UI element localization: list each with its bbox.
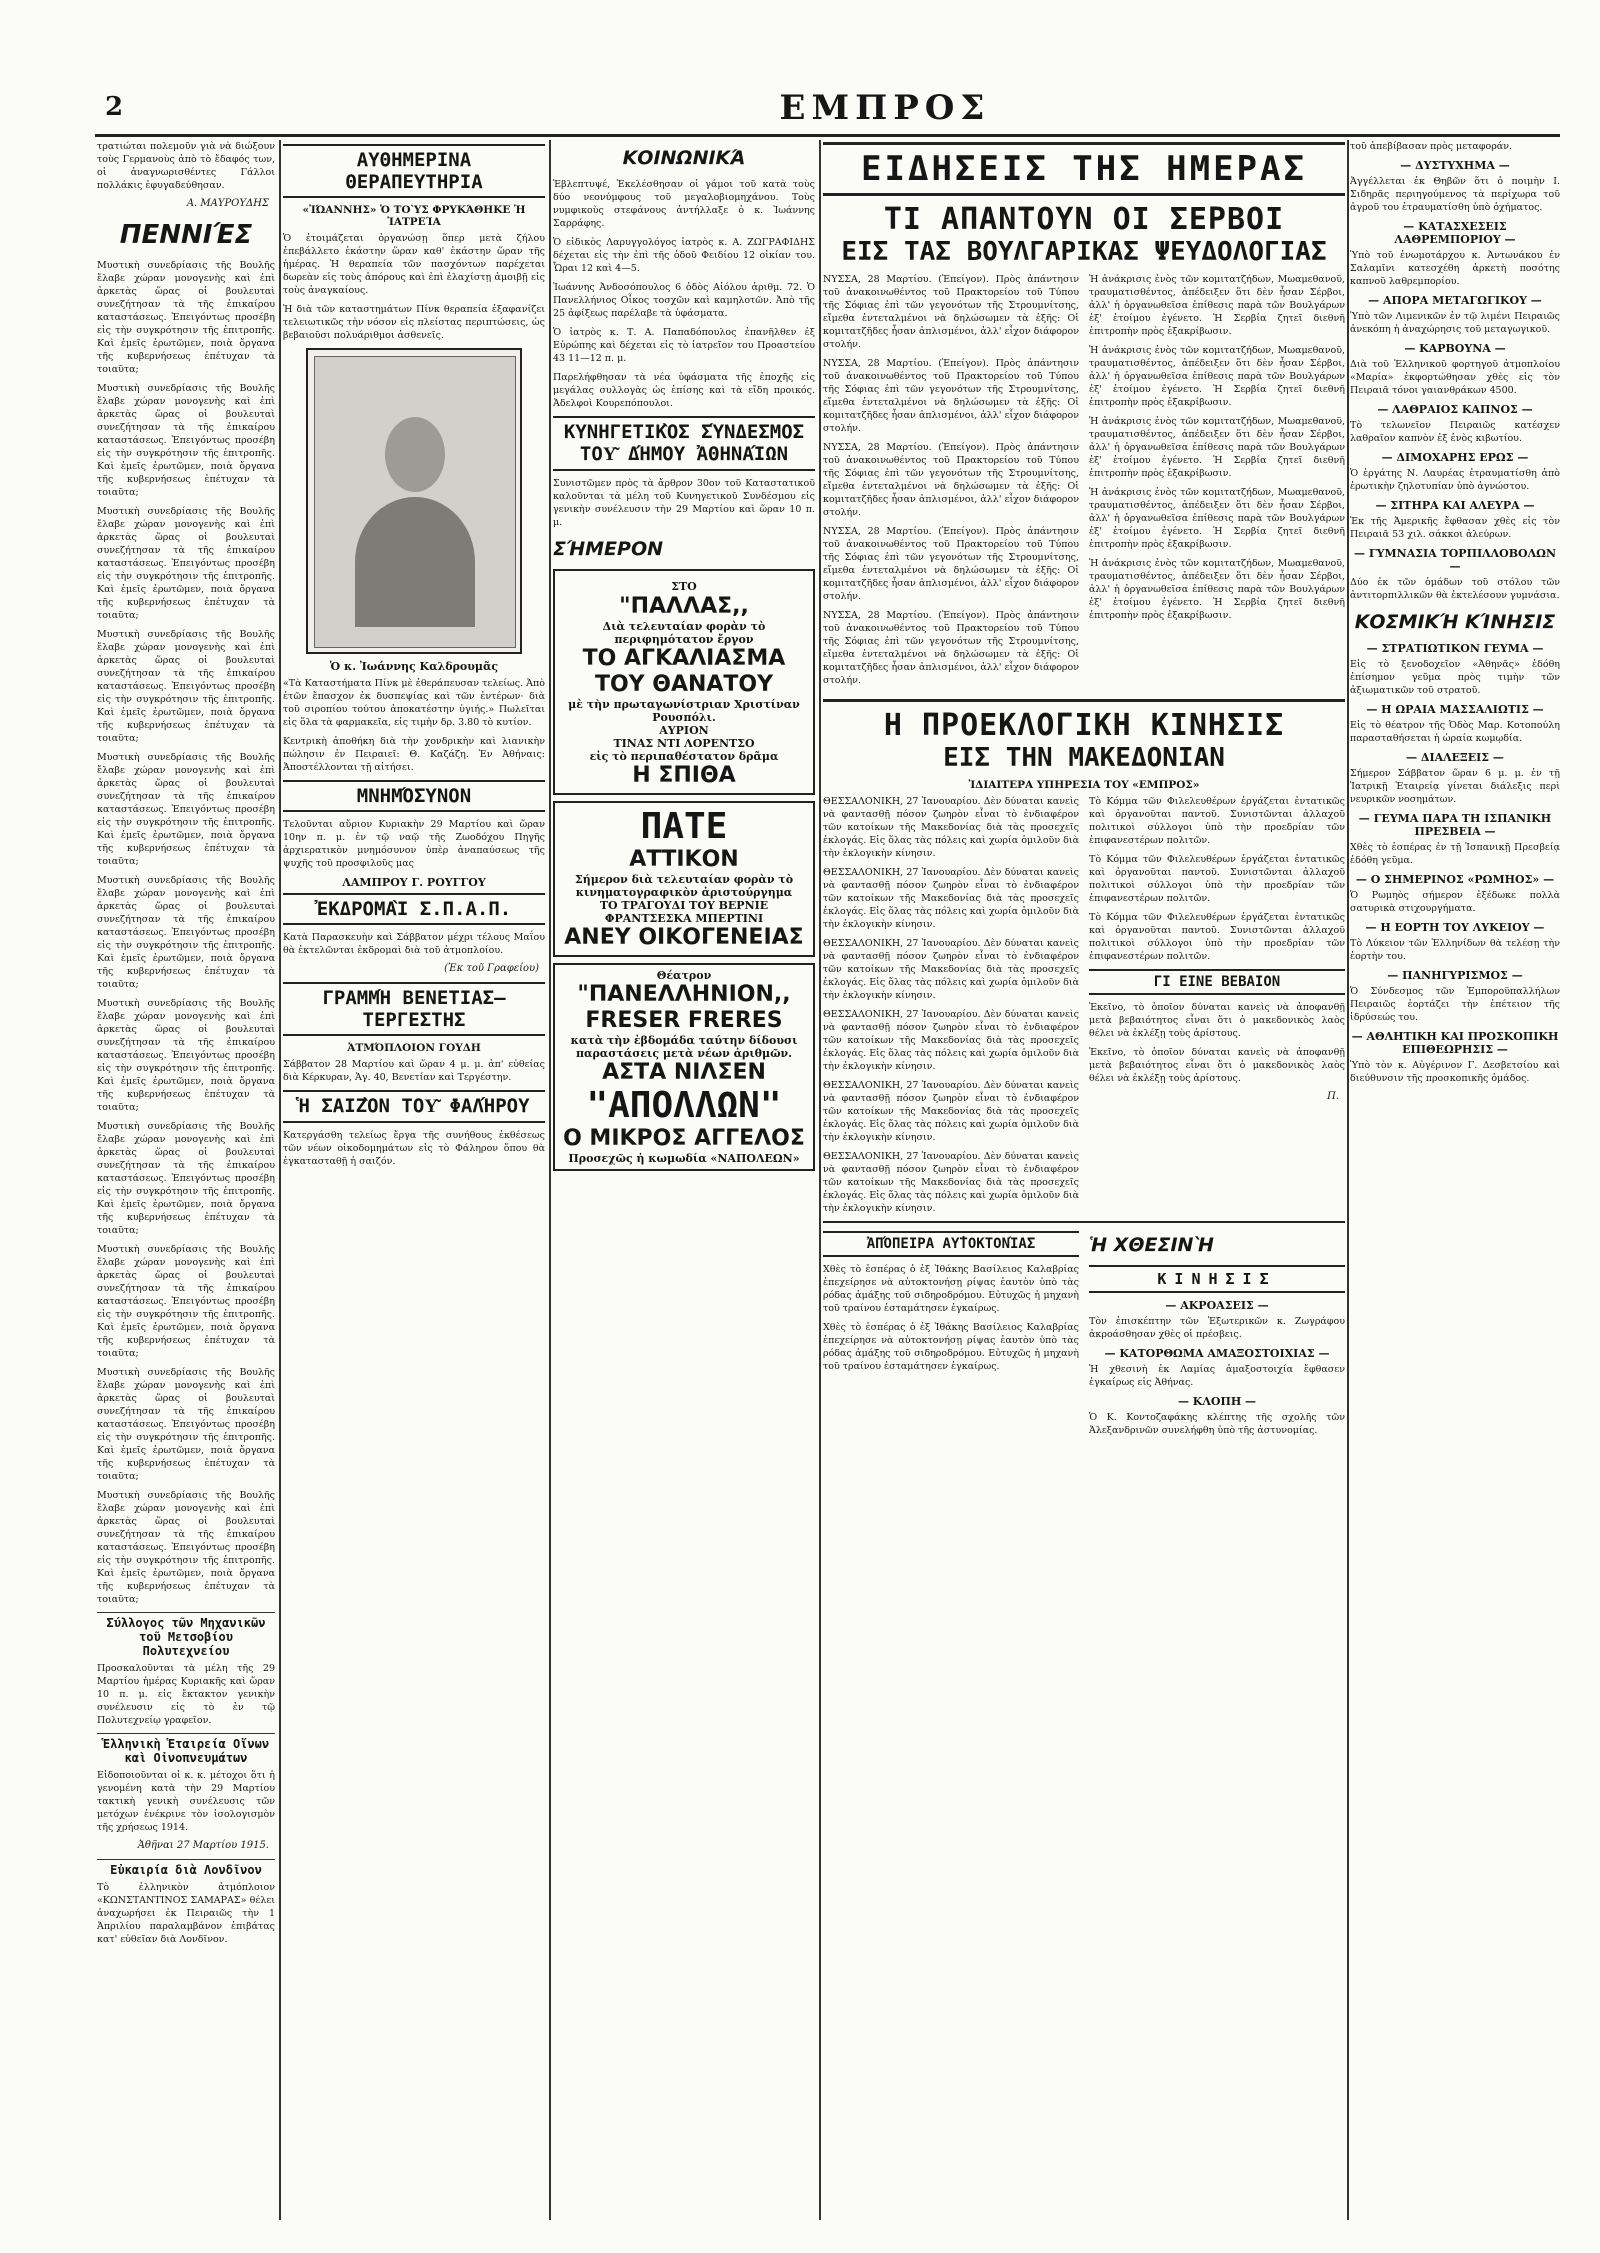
column-3 <box>553 140 815 2220</box>
ad-title: FRESER FRERES <box>585 1008 783 1033</box>
article-text: ΝΥΣΣΑ, 28 Μαρτίου. (Ἐπείγον). Πρὸς ἀπάντησιν τοῦ ἀνακοινωθέντος τοῦ Πρακτορείου τοῦ Τύπου τῆς Σόφιας ἐπὶ τῶν γεγονότων τῆς Στρουμνίτσης, εἴμεθα ἐντεταλμένοι νὰ δηλώσωμεν τὰ ἑξῆς: Οἱ κομιτατζῆδες ἦσαν ἀπλισμένοι, ἀλλ' εἶχον διάφορον στολήν. <box>823 526 1079 602</box>
section-heading: ΠΕΝΝΙΈΣ <box>119 220 253 250</box>
news-text: Ἡ χθεσινὴ ἐκ Λαμίας ἁμαξοστοιχία ἔφθασεν ἐγκαίρως εἰς Ἀθήνας. <box>1089 1364 1345 1388</box>
article-text: τρατιώται πολεμοῦν γιὰ νὰ διώξουν τοὺς Γερμανοὺς ἀπὸ τὸ ἔδαφός των, οἱ ἀναγνωρισθέντες Γάλλοι πολλάκις ἐφυγαδεύθησαν. <box>97 141 275 191</box>
ad-text: ΑΥΡΙΟΝ <box>659 724 709 737</box>
article-text: Ἡ ἀνάκρισις ἐνὸς τῶν κομιτατζήδων, Μωαμεθανοῦ, τραυματισθέντος, ἀπέδειξεν ὅτι δὲν ἦσαν Σέρβοι, ἀλλ' ἡ ὀργανωθεῖσα ἐπίθεσις παρὰ τῶν Βουλγάρων ἐξ' ἑτοίμου ἐγένετο. Ἡ Σερβία ζητεῖ διεθνῆ ἐπιτροπὴν πρὸς ἐξακρίβωσιν. <box>1089 487 1345 550</box>
notice-heading: Σύλλογος τῶν Μηχανικῶν τοῦ Μετσοβίου Πολυτεχνείου <box>97 1612 275 1658</box>
news-subheading: — ΔΙΑΛΕΞΕΙΣ — <box>1406 751 1504 764</box>
article-text: Ἡ ἀνάκρισις ἐνὸς τῶν κομιτατζήδων, Μωαμεθανοῦ, τραυματισθέντος, ἀπέδειξεν ὅτι δὲν ἦσαν Σέρβοι, ἀλλ' ἡ ὀργανωθεῖσα ἐπίθεσις παρὰ τῶν Βουλγάρων ἐξ' ἑτοίμου ἐγένετο. Ἡ Σερβία ζητεῖ διεθνῆ ἐπιτροπὴν πρὸς ἐξακρίβωσιν. <box>1089 345 1345 408</box>
news-subheading: — ΚΛΟΠΗ — <box>1177 1395 1257 1408</box>
news-subheading: — Η ΕΟΡΤΗ ΤΟΥ ΛΥΚΕΙΟΥ — <box>1365 921 1545 934</box>
section-heading: ΜΝΗΜΌΣΥΝΟΝ <box>283 780 545 812</box>
ad-text: Προσεχῶς ἡ κωμωδία «ΝΑΠΟΛΕΩΝ» <box>568 1152 800 1165</box>
article-text: Μυστικὴ συνεδρίασις τῆς Βουλῆς ἔλαβε χώραν μονογενὴς καὶ ἐπὶ ἀρκετὰς ὥρας οἱ βουλευταὶ συνεζήτησαν τὰ τῆς ἐπικαίρου καταστάσεως. Ἐπειγόντως προσέβη εἰς τὴν συγκρότησιν τῆς ἐπιτροπῆς. Καὶ ἐμεῖς ἐρωτῶμεν, ποιὰ ὄργανα τῆς κυβερνήσεως ἐπέτυχαν τὰ τοιαῦτα; <box>97 1367 275 1482</box>
article-text: ΘΕΣΣΑΛΟΝΙΚΗ, 27 Ἰανουαρίου. Δὲν δύναται κανεὶς νὰ φαντασθῇ πόσον ζωηρὸν εἶναι τὸ ἐνδιαφέρον τῶν κατοίκων τῆς Μακεδονίας διὰ τὰς προσεχεῖς ἐκλογάς. Εἰς ὅλας τὰς πόλεις καὶ χωρία ὁμιλοῦν διὰ τὴν ἐκλογικὴν κίνησιν. <box>823 1151 1079 1214</box>
news-text: Τὸν ἐπισκέπτην τῶν Ἐξωτερικῶν κ. Ζωγράφου ἀκροάσθησαν χθὲς οἱ πρέσβεις. <box>1089 1316 1345 1340</box>
column-divider <box>279 140 281 2220</box>
article-text: Ἰωάννης Ἀνδοσόπουλος 6 ὁδὸς Αἰόλου ἀριθμ. 72. Ὁ Πανελλήνιος Οἶκος τοσχῶν καὶ καμηλοτῶν. Ἀπὸ τῆς 25 ἀφίξεως παρέλαβε τὰ ὑφάσματα. <box>553 282 815 319</box>
notice-text: Κατεργάσθη τελείως ἔργα τῆς συνήθους ἐκθέσεως τῶν νέων οἰκοδομημάτων εἰς τὸ Φάληρον ὅπου θὰ ἐγκατασταθῇ ἡ σαιζόν. <box>283 1130 545 1167</box>
portrait-image <box>306 348 522 654</box>
news-subheading: — ΚΑΡΒΟΥΝΑ — <box>1404 342 1506 355</box>
headline: ΤΙ ΑΠΑΝΤΟΥΝ ΟΙ ΣΕΡΒΟΙ <box>883 202 1285 237</box>
news-text: Ὁ Σύνδεσμος τῶν Ἐμποροϋπαλλήλων Πειραιῶς ἑορτάζει τὴν ἐπέτειον τῆς ἱδρύσεώς του. <box>1350 986 1560 1023</box>
notice-text: Τὸ ἑλληνικὸν ἀτμόπλοιον «ΚΩΝΣΤΑΝΤΙΝΟΣ ΣΑΜΑΡΑΣ» θέλει ἀναχωρήσει ἐκ Πειραιῶς τὴν 1 Ἀπριλίου παραλαμβάνον ἐπιβάτας κατ' εὐθεῖαν διὰ Λονδῖνον. <box>97 1882 275 1945</box>
article-text: Μυστικὴ συνεδρίασις τῆς Βουλῆς ἔλαβε χώραν μονογενὴς καὶ ἐπὶ ἀρκετὰς ὥρας οἱ βουλευταὶ συνεζήτησαν τὰ τῆς ἐπικαίρου καταστάσεως. Ἐπειγόντως προσέβη εἰς τὴν συγκρότησιν τῆς ἐπιτροπῆς. Καὶ ἐμεῖς ἐρωτῶμεν, ποιὰ ὄργανα τῆς κυβερνήσεως ἐπέτυχαν τὰ τοιαῦτα; <box>97 383 275 498</box>
news-subheading: — ΓΕΥΜΑ ΠΑΡΑ ΤΗ ΙΣΠΑΝΙΚΗ ΠΡΕΣΒΕΙΑ — <box>1358 812 1552 838</box>
news-banner: ΕΙΔΗΣΕΙΣ ΤΗΣ ΗΜΕΡΑΣ <box>823 142 1345 196</box>
section-heading: ἈΠΌΠΕΙΡΑ ΑΥ̓ΤΟΚΤΟΝΊΑΣ <box>823 1231 1079 1257</box>
article-text: Κεντρικὴ ἀποθήκη διὰ τὴν χονδρικὴν καὶ λιανικὴν πώλησιν ἐν Πειραιεῖ: Θ. Καζάζη. Ἐν Ἀθήναις: Ἀποστέλλονται τῇ αἰτήσει. <box>283 736 545 773</box>
article-column <box>823 1227 1079 1443</box>
article-column <box>823 795 1079 1221</box>
article-text: Ὁ ἐτοιμάζεται ὀργανώσῃ ὅπερ μετὰ ζήλου ἐπεβάλλετο ἑκάστην ὥραν καθ' ἑκάστην ὥραν τῆς ἡμέρας. Ἡ θεραπεία τῶν πασχόντων παρέχεται δωρεὰν εἰς τοὺς ἀπόρους καὶ ἐπὶ ἐλαχίστῃ ἀμοιβῇ εἰς τοὺς ἀναγκαίους. <box>283 233 545 296</box>
headline: Η ΠΡΟΕΚΛΟΓΙΚΗ ΚΙΝΗΣΙΣ <box>823 699 1345 743</box>
cinema-ad-attikon <box>553 801 815 957</box>
notice-heading: Εὐκαιρία διὰ Λονδῖνον <box>97 1859 275 1877</box>
news-subheading: — ΑΚΡΟΑΣΕΙΣ — <box>1165 1299 1269 1312</box>
news-subheading: — ΣΙΤΗΡΑ ΚΑΙ ΑΛΕΥΡΑ — <box>1375 499 1535 512</box>
article-text: Μυστικὴ συνεδρίασις τῆς Βουλῆς ἔλαβε χώραν μονογενὴς καὶ ἐπὶ ἀρκετὰς ὥρας οἱ βουλευταὶ συνεζήτησαν τὰ τῆς ἐπικαίρου καταστάσεως. Ἐπειγόντως προσέβη εἰς τὴν συγκρότησιν τῆς ἐπιτροπῆς. Καὶ ἐμεῖς ἐρωτῶμεν, ποιὰ ὄργανα τῆς κυβερνήσεως ἐπέτυχαν τὰ τοιαῦτα; <box>97 1244 275 1359</box>
article-text: ΘΕΣΣΑΛΟΝΙΚΗ, 27 Ἰανουαρίου. Δὲν δύναται κανεὶς νὰ φαντασθῇ πόσον ζωηρὸν εἶναι τὸ ἐνδιαφέρον τῶν κατοίκων τῆς Μακεδονίας διὰ τὰς προσεχεῖς ἐκλογάς. Εἰς ὅλας τὰς πόλεις καὶ χωρία ὁμιλοῦν διὰ τὴν ἐκλογικὴν κίνησιν. <box>823 867 1079 930</box>
article-text: Ἡ ἀνάκρισις ἐνὸς τῶν κομιτατζήδων, Μωαμεθανοῦ, τραυματισθέντος, ἀπέδειξεν ὅτι δὲν ἦσαν Σέρβοι, ἀλλ' ἡ ὀργανωθεῖσα ἐπίθεσις παρὰ τῶν Βουλγάρων ἐξ' ἑτοίμου ἐγένετο. Ἡ Σερβία ζητεῖ διεθνῆ ἐπιτροπὴν πρὸς ἐξακρίβωσιν. <box>1089 274 1345 337</box>
section-heading: ΑΥΘΗΜΕΡΙΝΑ ΘΕΡΑΠΕΥΤΗΡΙΑ <box>283 144 545 198</box>
theatre-ad <box>553 963 815 1171</box>
notice-text: Εἰδοποιοῦνται οἱ κ. κ. μέτοχοι ὅτι ἡ γενομένη κατὰ τὴν 29 Μαρτίου τακτικὴ γενικὴ συνέλευσις τῶν μετόχων ἐνέκρινε τὸν ἰσολογισμὸν τῆς χρήσεως 1914. <box>97 1770 275 1833</box>
ad-text: ΤΙΝΑΣ ΝΤΙ ΛΟΡΕΝΤΣΟ <box>613 737 755 750</box>
article-text: Ἐκεῖνο, τὸ ὁποῖον δύναται κανεὶς νὰ ἀποφανθῇ μετὰ βεβαιότητος εἶναι ὅτι ὁ μακεδονικὸς λαὸς θέλει νὰ ἐκλέξῃ τοὺς ἀρίστους. <box>1089 1047 1345 1084</box>
news-subheading: — ΑΘΛΗΤΙΚΗ ΚΑΙ ΠΡΟΣΚΟΠΙΚΗ ΕΠΙΘΕΩΡΗΣΙΣ — <box>1351 1030 1559 1056</box>
news-text: Εἰς τὸ θέατρον τῆς Ὀδὸς Μαρ. Κοτοπούλη παρασταθήσεται ἡ ὡραία κωμῳδία. <box>1350 720 1560 744</box>
column-5 <box>1350 140 1560 2220</box>
article-text: «Τὰ Καταστήματα Πίνκ μὲ ἐθεράπευσαν τελείως. Ἀπὸ ἐτῶν ἔπασχον ἐκ δυσπεψίας καὶ τῶν ἐντέρων· διὰ τοῦ σιροπίου τούτου ἀποκατέστην ὑγιής.» Πωλεῖται εἰς ὅλα τὰ φαρμακεῖα, εἰς τιμὴν δρ. 3.80 τὸ κυτίον. <box>283 678 545 728</box>
ad-prefix: ΣΤΟ <box>671 580 697 593</box>
ad-venue: "ΠΑΝΕΛΛΗΝΙΟΝ,, <box>577 982 791 1007</box>
article-text: ΝΥΣΣΑ, 28 Μαρτίου. (Ἐπείγον). Πρὸς ἀπάντησιν τοῦ ἀνακοινωθέντος τοῦ Πρακτορείου τοῦ Τύπου τῆς Σόφιας ἐπὶ τῶν γεγονότων τῆς Στρουμνίτσης, εἴμεθα ἐντεταλμένοι νὰ δηλώσωμεν τὰ ἑξῆς: Οἱ κομιτατζῆδες ἦσαν ἀπλισμένοι, ἀλλ' εἶχον διάφορον στολήν. <box>823 274 1079 350</box>
news-subheading: — ΣΤΡΑΤΙΩΤΙΚΟΝ ΓΕΥΜΑ — <box>1366 642 1544 655</box>
ad-text: κατὰ τὴν ἐβδομάδα ταύτην δίδουσι παραστάσεις μετὰ νέων ἀριθμῶν. <box>570 1034 798 1060</box>
notice-text: Σάββατον 28 Μαρτίου καὶ ὥραν 4 μ. μ. ἀπ' εὐθείας διὰ Κέρκυραν, Ἁγ. 40, Βενετίαν καὶ Τεργέστην. <box>283 1059 545 1083</box>
article-text: ΝΥΣΣΑ, 28 Μαρτίου. (Ἐπείγον). Πρὸς ἀπάντησιν τοῦ ἀνακοινωθέντος τοῦ Πρακτορείου τοῦ Τύπου τῆς Σόφιας ἐπὶ τῶν γεγονότων τῆς Στρουμνίτσης, εἴμεθα ἐντεταλμένοι νὰ δηλώσωμεν τὰ ἑξῆς: Οἱ κομιτατζῆδες ἦσαν ἀπλισμένοι, ἀλλ' εἶχον διάφορον στολήν. <box>823 358 1079 434</box>
news-text: Τὸ τελωνεῖον Πειραιῶς κατέσχεν λαθραῖον καπνὸν ἐξ ἑνὸς κιβωτίου. <box>1350 420 1560 444</box>
article-text: ΘΕΣΣΑΛΟΝΙΚΗ, 27 Ἰανουαρίου. Δὲν δύναται κανεὶς νὰ φαντασθῇ πόσον ζωηρὸν εἶναι τὸ ἐνδιαφέρον τῶν κατοίκων τῆς Μακεδονίας διὰ τὰς προσεχεῖς ἐκλογάς. Εἰς ὅλας τὰς πόλεις καὶ χωρία ὁμιλοῦν διὰ τὴν ἐκλογικὴν κίνησιν. <box>823 938 1079 1001</box>
article-text: Μυστικὴ συνεδρίασις τῆς Βουλῆς ἔλαβε χώραν μονογενὴς καὶ ἐπὶ ἀρκετὰς ὥρας οἱ βουλευταὶ συνεζήτησαν τὰ τῆς ἐπικαίρου καταστάσεως. Ἐπειγόντως προσέβη εἰς τὴν συγκρότησιν τῆς ἐπιτροπῆς. Καὶ ἐμεῖς ἐρωτῶμεν, ποιὰ ὄργανα τῆς κυβερνήσεως ἐπέτυχαν τὰ τοιαῦτα; <box>97 875 275 990</box>
section-heading: Ἡ ΣΑΙΖῸΝ ΤΟΥ͂ ΦΑΛΉΡΟΥ <box>283 1090 545 1123</box>
notice-heading: Ἑλληνικὴ Ἑταιρεία Οἴνων καὶ Οἰνοπνευμάτων <box>97 1733 275 1765</box>
column-divider <box>549 140 551 2220</box>
article-text: ΘΕΣΣΑΛΟΝΙΚΗ, 27 Ἰανουαρίου. Δὲν δύναται κανεὶς νὰ φαντασθῇ πόσον ζωηρὸν εἶναι τὸ ἐνδιαφέρον τῶν κατοίκων τῆς Μακεδονίας διὰ τὰς προσεχεῖς ἐκλογάς. Εἰς ὅλας τὰς πόλεις καὶ χωρία ὁμιλοῦν διὰ τὴν ἐκλογικὴν κίνησιν. <box>823 1009 1079 1072</box>
news-text: Ὑπὸ τοῦ ἐνωμοτάρχου κ. Ἀντωνάκου ἐν Σαλαμῖνι κατεσχέθη ἀρκετὴ ποσότης καπνοῦ λαθρεμπορίου. <box>1350 250 1560 287</box>
notice-text: Κατὰ Παρασκευὴν καὶ Σάββατον μέχρι τέλους Μαΐου θὰ ἐκτελῶνται ἐκδρομαὶ διὰ τοῦ ἀτμοπλοίου. <box>283 932 545 956</box>
article-text: Τὸ Κόμμα τῶν Φιλελευθέρων ἐργάζεται ἐντατικῶς καὶ ὀργανοῦται παντοῦ. Συνιστῶνται ἀλλαχοῦ πολιτικοὶ σύλλογοι ὑπὸ τὴν προεδρίαν τῶν ἐπιφανεστέρων πολιτῶν. <box>1089 796 1345 846</box>
ad-text: εἰς τὸ περιπαθέστατον δρᾶμα <box>589 750 779 763</box>
article-text: Τὸ Κόμμα τῶν Φιλελευθέρων ἐργάζεται ἐντατικῶς καὶ ὀργανοῦται παντοῦ. Συνιστῶνται ἀλλαχοῦ πολιτικοὶ σύλλογοι ὑπὸ τὴν προεδρίαν τῶν ἐπιφανεστέρων πολιτῶν. <box>1089 854 1345 904</box>
portrait-head <box>385 417 445 492</box>
section-heading: ΓΙ ΕΙΝΕ ΒΕΒΑΙΟΝ <box>1089 969 1345 995</box>
article-text: Μυστικὴ συνεδρίασις τῆς Βουλῆς ἔλαβε χώραν μονογενὴς καὶ ἐπὶ ἀρκετὰς ὥρας οἱ βουλευταὶ συνεζήτησαν τὰ τῆς ἐπικαίρου καταστάσεως. Ἐπειγόντως προσέβη εἰς τὴν συγκρότησιν τῆς ἐπιτροπῆς. Καὶ ἐμεῖς ἐρωτῶμεν, ποιὰ ὄργανα τῆς κυβερνήσεως ἐπέτυχαν τὰ τοιαῦτα; <box>97 1121 275 1236</box>
news-text: Τὸ Λύκειον τῶν Ἑλληνίδων θὰ τελέσῃ τὴν ἑορτὴν του. <box>1350 938 1560 962</box>
news-text: Χθὲς τὸ ἑσπέρας ἐν τῇ Ἱσπανικῇ Πρεσβείᾳ ἐδόθη γεῦμα. <box>1350 842 1560 866</box>
cinema-ad-pallas <box>553 569 815 795</box>
news-text: Ὑπὸ τὸν κ. Αὐγέρινον Γ. Δεσβετσίου καὶ διεύθυνσιν τῆς προσκοπικῆς ὁμάδος. <box>1350 1060 1560 1084</box>
notice-name: ΛΑΜΠΡΟΥ Γ. ΡΟΥΓΓΟΥ <box>342 876 486 889</box>
ad-venue: ΑΤΤΙΚΟΝ <box>629 847 739 872</box>
news-text: Ἐκ τῆς Ἀμερικῆς ἔφθασαν χθὲς εἰς τὸν Πειραιᾶ 53 χιλ. σάκκοι ἀλεύρων. <box>1350 516 1560 540</box>
news-text: Ὑπὸ τῶν Λιμενικῶν ἐν τῷ λιμένι Πειραιῶς ἀνεκόπη ἡ ἀναχώρησις τοῦ μεταγωγικοῦ. <box>1350 311 1560 335</box>
ad-title: ΤΟΥ ΘΑΝΑΤΟΥ <box>594 672 774 697</box>
notice-text: Συνιστῶμεν πρὸς τὰ ἄρθρον 30ον τοῦ Καταστατικοῦ καλοῦνται τὰ μέλη τοῦ Κυνηγετικοῦ Συνδέσμου εἰς γενικὴν συνέλευσιν τὴν 29 Μαρτίου καὶ ὥραν 10 π. μ. <box>553 478 815 528</box>
page-number: 2 <box>105 92 124 122</box>
news-text: Σήμερον Σάββατον ὥραν 6 μ. μ. ἐν τῇ Ἰατρικῇ Ἑταιρείᾳ γίνεται διάλεξις περὶ νευρικῶν νοσημάτων. <box>1350 768 1560 805</box>
article-column <box>1089 795 1345 1221</box>
ad-subtitle: Διὰ τελευταίαν φορὰν τὸ περιφημότατον ἔργον <box>602 620 766 646</box>
ad-venue: "ΑΠΟΛΛΩΝ" <box>586 1085 782 1126</box>
header-rule <box>95 134 1560 137</box>
article-signature: Π. <box>1327 1091 1339 1102</box>
article-text: Μυστικὴ συνεδρίασις τῆς Βουλῆς ἔλαβε χώραν μονογενὴς καὶ ἐπὶ ἀρκετὰς ὥρας οἱ βουλευταὶ συνεζήτησαν τὰ τῆς ἐπικαίρου καταστάσεως. Ἐπειγόντως προσέβη εἰς τὴν συγκρότησιν τῆς ἐπιτροπῆς. Καὶ ἐμεῖς ἐρωτῶμεν, ποιὰ ὄργανα τῆς κυβερνήσεως ἐπέτυχαν τὰ τοιαῦτα; <box>97 260 275 375</box>
ad-title: Η ΣΠΙΘΑ <box>632 763 736 788</box>
section-subheading: ἈΤΜΌΠΛΟΙΟΝ ΓΟΥΔΗ <box>347 1042 481 1054</box>
article-text: Ἐκεῖνο, τὸ ὁποῖον δύναται κανεὶς νὰ ἀποφανθῇ μετὰ βεβαιότητος εἶναι ὅτι ὁ μακεδονικὸς λαὸς θέλει νὰ ἐκλέξῃ τοὺς ἀρίστους. <box>1089 1002 1345 1039</box>
news-subheading: — Ο ΣΗΜΕΡΙΝΟΣ «ΡΩΜΗΟΣ» — <box>1355 873 1555 886</box>
article-text: Μυστικὴ συνεδρίασις τῆς Βουλῆς ἔλαβε χώραν μονογενὴς καὶ ἐπὶ ἀρκετὰς ὥρας οἱ βουλευταὶ συνεζήτησαν τὰ τῆς ἐπικαίρου καταστάσεως. Ἐπειγόντως προσέβη εἰς τὴν συγκρότησιν τῆς ἐπιτροπῆς. Καὶ ἐμεῖς ἐρωτῶμεν, ποιὰ ὄργανα τῆς κυβερνήσεως ἐπέτυχαν τὰ τοιαῦτα; <box>97 998 275 1113</box>
news-text: τοῦ ἀπεβίβασαν πρὸς μεταφοράν. <box>1350 141 1512 152</box>
article-text: Χθὲς τὸ ἑσπέρας ὁ ἐξ Ἰθάκης Βασίλειος Καλαβρίας ἐπεχείρησε νὰ αὐτοκτονήσῃ ρίψας ἑαυτὸν ὑπὸ τὰς ρόδας ἁμάξης τοῦ σιδηροδρόμου. Εὐτυχῶς ἡ μηχανὴ τοῦ τραίνου ἐσταμάτησεν ἐγκαίρως. <box>823 1264 1079 1314</box>
news-subheading: — ΔΥΣΤΥΧΗΜΑ — <box>1400 159 1510 172</box>
article-text: ΝΥΣΣΑ, 28 Μαρτίου. (Ἐπείγον). Πρὸς ἀπάντησιν τοῦ ἀνακοινωθέντος τοῦ Πρακτορείου τοῦ Τύπου τῆς Σόφιας ἐπὶ τῶν γεγονότων τῆς Στρουμνίτσης, εἴμεθα ἐντεταλμένοι νὰ δηλώσωμεν τὰ ἑξῆς: Οἱ κομιτατζῆδες ἦσαν ἀπλισμένοι, ἀλλ' εἶχον διάφορον στολήν. <box>823 610 1079 686</box>
ad-title: ΤΟ ΑΓΚΑΛΙΑΣΜΑ <box>582 646 786 671</box>
ad-title: Ο ΜΙΚΡΟΣ ΑΓΓΕΛΟΣ <box>563 1126 805 1151</box>
news-subheading: — ΓΥΜΝΑΣΙΑ ΤΟΡΠΙΛΛΟΒΟΛΩΝ — <box>1353 547 1557 573</box>
ad-venue: ΠΑΤΕ <box>640 806 728 847</box>
two-column-article <box>823 1221 1345 1443</box>
news-text: Ὁ ἐργάτης Ν. Λαυρέας ἐτραυματίσθη ἀπὸ ἐρωτικὴν ζηλοτυπίαν ὑπὸ ἀγνώστου. <box>1350 468 1560 492</box>
article-text: Ὁ εἰδικὸς Λαρυγγολόγος ἰατρὸς κ. Α. ΖΩΓΡΑΦΙΔΗΣ δέχεται εἰς τὴν ἐπὶ τῆς ὁδοῦ Φειδίου 12 οἰκίαν του. Ὧραι 12 καὶ 4—5. <box>553 237 815 274</box>
column-2 <box>283 140 545 2220</box>
news-text: Ἀγγέλλεται ἐκ Θηβῶν ὅτι ὁ ποιμὴν Ι. Σιδηρᾶς περιηγούμενος τὰ περίχωρα τοῦ ἀγροῦ του ἐτραυματίσθη ὑπὸ ὀχήματος. <box>1350 176 1560 213</box>
portrait-frame <box>314 356 516 648</box>
section-heading: ΚΙΝΗΣΙΣ <box>1089 1265 1345 1293</box>
article-text: ΘΕΣΣΑΛΟΝΙΚΗ, 27 Ἰανουαρίου. Δὲν δύναται κανεὶς νὰ φαντασθῇ πόσον ζωηρὸν εἶναι τὸ ἐνδιαφέρον τῶν κατοίκων τῆς Μακεδονίας διὰ τὰς προσεχεῖς ἐκλογάς. Εἰς ὅλας τὰς πόλεις καὶ χωρία ὁμιλοῦν διὰ τὴν ἐκλογικὴν κίνησιν. <box>823 796 1079 859</box>
section-heading: ΚΥΝΗΓΕΤΙΚῸΣ ΣΎΝΔΕΣΜΟΣ ΤΟΥ͂ ΔΉΜΟΥ ἈΘΗΝΑΊΩΝ <box>553 416 815 471</box>
notice-text: Προσκαλοῦνται τὰ μέλη τῆς 29 Μαρτίου ἡμέρας Κυριακῆς καὶ ὥραν 10 π. μ. εἰς ἔκτακτον γενικὴν συνέλευσιν εἰς τὸ ἐν τῷ Πολυτεχνείῳ γραφεῖον. <box>97 1663 275 1726</box>
news-text: Εἰς τὸ ξενοδοχεῖον «Ἀθηνᾶς» ἐδόθη ἐπίσημον γεῦμα πρὸς τιμὴν τῶν ἀξιωματικῶν τοῦ στρατοῦ. <box>1350 659 1560 696</box>
ad-text: ΦΡΑΝΤΣΕΣΚΑ ΜΠΕΡΤΙΝΙ <box>604 912 764 925</box>
column-4 <box>823 140 1345 2220</box>
news-text: Διὰ τοῦ Ἑλληνικοῦ φορτηγοῦ ἀτμοπλοίου «Μαρία» ἐκφορτώθησαν χθὲς εἰς τὸν Πειραιᾶ τόνοι γαιανθράκων 4500. <box>1350 359 1560 396</box>
article-column <box>823 273 1079 693</box>
article-text: Μυστικὴ συνεδρίασις τῆς Βουλῆς ἔλαβε χώραν μονογενὴς καὶ ἐπὶ ἀρκετὰς ὥρας οἱ βουλευταὶ συνεζήτησαν τὰ τῆς ἐπικαίρου καταστάσεως. Ἐπειγόντως προσέβη εἰς τὴν συγκρότησιν τῆς ἐπιτροπῆς. Καὶ ἐμεῖς ἐρωτῶμεν, ποιὰ ὄργανα τῆς κυβερνήσεως ἐπέτυχαν τὰ τοιαῦτα; <box>97 629 275 744</box>
notice-signature: (Ἐκ τοῦ Γραφείου) <box>444 963 539 974</box>
section-heading: ΓΡΑΜΜΉ ΒΕΝΕΤΙΑΣ—ΤΕΡΓΕΣΤΗΣ <box>283 982 545 1036</box>
article-text: Μυστικὴ συνεδρίασις τῆς Βουλῆς ἔλαβε χώραν μονογενὴς καὶ ἐπὶ ἀρκετὰς ὥρας οἱ βουλευταὶ συνεζήτησαν τὰ τῆς ἐπικαίρου καταστάσεως. Ἐπειγόντως προσέβη εἰς τὴν συγκρότησιν τῆς ἐπιτροπῆς. Καὶ ἐμεῖς ἐρωτῶμεν, ποιὰ ὄργανα τῆς κυβερνήσεως ἐπέτυχαν τὰ τοιαῦτα; <box>97 1490 275 1605</box>
section-subheading: «ἸΏΑΝΝΗΣ» Ὁ ΤΟῪΣ ΦΡΥΚΆΘΗΚΕ Ἡ ἸΑΤΡΕΊΑ <box>302 204 526 228</box>
news-subheading: — ΛΑΘΡΑΙΟΣ ΚΑΠΝΟΣ — <box>1377 403 1533 416</box>
article-text: Ἡ διὰ τῶν καταστημάτων Πίνκ θεραπεία ἐξαφανίζει τελειωτικῶς τὴν νόσον εἰς πλείστας περιπτώσεις, ὡς βεβαιοῦσι πολυάριθμοι ἀσθενεῖς. <box>283 304 545 341</box>
masthead: ΕΜΠΡΟΣ <box>779 88 991 128</box>
page-header <box>95 88 1560 132</box>
news-text: Δύο ἐκ τῶν ὁμάδων τοῦ στόλου τῶν ἀντιτορπιλλικῶν θὰ ἐκτελέσουν γυμνάσια. <box>1350 577 1560 601</box>
portrait-caption: Ὁ κ. Ἰωάννης Καλδρουμᾶς <box>329 660 499 673</box>
news-text: Ὁ Κ. Κοντοζαφάκης κλέπτης τῆς σχολῆς τῶν Ἀλεξανδρινῶν συνελήφθη ὑπὸ τῆς ἀστυνομίας. <box>1089 1412 1345 1436</box>
news-subheading: — ΑΠΟΡΑ ΜΕΤΑΓΩΓΙΚΟΥ — <box>1368 294 1542 307</box>
two-column-article <box>823 795 1345 1221</box>
column-divider <box>819 140 821 2220</box>
news-subheading: — ΚΑΤΟΡΘΩΜΑ ΑΜΑΞΟΣΤΟΙΧΙΑΣ — <box>1104 1347 1330 1360</box>
headline-subtitle: ἸΔΙΑΙΤΕΡΑ ΥΠΗΡΕΣΙΑ ΤΟΥ «ΕΜΠΡΟΣ» <box>968 779 1200 791</box>
section-heading: ΚΟΙΝΩΝΙΚΆ <box>622 147 746 169</box>
article-text: Ἡ ἀνάκρισις ἐνὸς τῶν κομιτατζήδων, Μωαμεθανοῦ, τραυματισθέντος, ἀπέδειξεν ὅτι δὲν ἦσαν Σέρβοι, ἀλλ' ἡ ὀργανωθεῖσα ἐπίθεσις παρὰ τῶν Βουλγάρων ἐξ' ἑτοίμου ἐγένετο. Ἡ Σερβία ζητεῖ διεθνῆ ἐπιτροπὴν πρὸς ἐξακρίβωσιν. <box>1089 416 1345 479</box>
notice-text: Τελοῦνται αὔριον Κυριακὴν 29 Μαρτίου καὶ ὥραν 10ην π. μ. ἐν τῷ ναῷ τῆς Ζωοδόχου Πηγῆς ἀρχιερατικὸν μνημόσυνον ὑπὲρ ἀναπαύσεως τῆς ψυχῆς τοῦ προσφιλοῦς μας <box>283 819 545 869</box>
headline: ΕΙΣ ΤΑΣ ΒΟΥΛΓΑΡΙΚΑΣ ΨΕΥΔΟΛΟΓΙΑΣ <box>841 237 1327 267</box>
article-text: ΘΕΣΣΑΛΟΝΙΚΗ, 27 Ἰανουαρίου. Δὲν δύναται κανεὶς νὰ φαντασθῇ πόσον ζωηρὸν εἶναι τὸ ἐνδιαφέρον τῶν κατοίκων τῆς Μακεδονίας διὰ τὰς προσεχεῖς ἐκλογάς. Εἰς ὅλας τὰς πόλεις καὶ χωρία ὁμιλοῦν διὰ τὴν ἐκλογικὴν κίνησιν. <box>823 1080 1079 1143</box>
ad-text: μὲ τὴν πρωταγωνίστριαν Χριστίναν Ρουσπόλι. <box>568 698 800 724</box>
notice-signature: Ἀθῆναι 27 Μαρτίου 1915. <box>137 1840 269 1851</box>
ad-text: Σήμερον διὰ τελευταίαν φορὰν τὸ κινηματογραφικὸν ἀριστούργημα <box>574 873 794 899</box>
article-signature: Α. ΜΑΥΡΟΥΔΗΣ <box>186 198 269 209</box>
article-text: Ἡ ἀνάκρισις ἐνὸς τῶν κομιτατζήδων, Μωαμεθανοῦ, τραυματισθέντος, ἀπέδειξεν ὅτι δὲν ἦσαν Σέρβοι, ἀλλ' ἡ ὀργανωθεῖσα ἐπίθεσις παρὰ τῶν Βουλγάρων ἐξ' ἑτοίμου ἐγένετο. Ἡ Σερβία ζητεῖ διεθνῆ ἐπιτροπὴν πρὸς ἐξακρίβωσιν. <box>1089 558 1345 621</box>
ad-heading: Θέατρον <box>656 969 712 982</box>
article-column <box>1089 1227 1345 1443</box>
article-column <box>1089 273 1345 693</box>
section-heading: ΚΟΣΜΙΚΉ ΚΊΝΗΣΙΣ <box>1354 611 1556 633</box>
portrait-body <box>355 497 475 627</box>
article-text: Ἐβλεπτυψέ, Ἐκελέσθησαν οἱ γάμοι τοῦ κατὰ τοὺς δύο νεονύμφους τοῦ μεγαλοβιομηχάνου. Τοὺς νυμφικοὺς στεφάνους ἀντήλλαξε ὁ κ. Ἰωάννης Σαρράφης. <box>553 179 815 229</box>
news-subheading: — Η ΩΡΑΙΑ ΜΑΣΣΑΛΙΩΤΙΣ — <box>1366 703 1544 716</box>
news-subheading: — ΚΑΤΑΣΧΕΣΕΙΣ ΛΑΘΡΕΜΠΟΡΙΟΥ — <box>1394 220 1516 246</box>
column-1 <box>97 140 275 2220</box>
section-heading: Ἡ ΧΘΕΣΙΝῊ <box>1089 1234 1214 1256</box>
section-heading: ἘΚΔΡΟΜΑῚ Σ.Π.Α.Π. <box>283 893 545 925</box>
article-text: Ὁ ἰατρὸς κ. Τ. Α. Παπαδόπουλος ἐπανῆλθεν ἐξ Εὐρώπης καὶ δέχεται εἰς τὸ ἰατρεῖον του Προαστείου 43 11—12 π. μ. <box>553 327 815 364</box>
headline: ΕΙΣ ΤΗΝ ΜΑΚΕΔΟΝΙΑΝ <box>943 743 1225 773</box>
section-heading: ΣΉΜΕΡΟΝ <box>553 538 664 560</box>
article-text: Παρελήφθησαν τὰ νέα ὑφάσματα τῆς ἐποχῆς εἰς μεγάλας συλλογὰς ὡς ἐπίσης καὶ τὰ εἴδη προικός. Ἀδελφοὶ Κουρεπόπουλοι. <box>553 372 815 409</box>
two-column-article <box>823 273 1345 693</box>
article-text: Χθὲς τὸ ἑσπέρας ὁ ἐξ Ἰθάκης Βασίλειος Καλαβρίας ἐπεχείρησε νὰ αὐτοκτονήσῃ ρίψας ἑαυτὸν ὑπὸ τὰς ρόδας ἁμάξης τοῦ σιδηροδρόμου. Εὐτυχῶς ἡ μηχανὴ τοῦ τραίνου ἐσταμάτησεν ἐγκαίρως. <box>823 1322 1079 1372</box>
column-divider <box>1347 140 1349 2220</box>
ad-venue: "ΠΑΛΛΑΣ,, <box>619 594 749 619</box>
ad-title: ΑΣΤΑ ΝΙΛΣΕΝ <box>602 1060 766 1085</box>
news-text: Ὁ Ρωμηὸς σήμερον ἐξέδωκε πολλὰ σατυρικὰ στιχουργήματα. <box>1350 890 1560 914</box>
news-subheading: — ΠΑΝΗΓΥΡΙΣΜΟΣ — <box>1387 969 1523 982</box>
ad-title: ΑΝΕΥ ΟΙΚΟΓΕΝΕΙΑΣ <box>564 925 804 950</box>
article-text: ΝΥΣΣΑ, 28 Μαρτίου. (Ἐπείγον). Πρὸς ἀπάντησιν τοῦ ἀνακοινωθέντος τοῦ Πρακτορείου τοῦ Τύπου τῆς Σόφιας ἐπὶ τῶν γεγονότων τῆς Στρουμνίτσης, εἴμεθα ἐντεταλμένοι νὰ δηλώσωμεν τὰ ἑξῆς: Οἱ κομιτατζῆδες ἦσαν ἀπλισμένοι, ἀλλ' εἶχον διάφορον στολήν. <box>823 442 1079 518</box>
ad-title: ΤΟ ΤΡΑΓΟΥΔΙ ΤΟΥ ΒΕΡΝΙΕ <box>599 899 769 912</box>
article-text: Μυστικὴ συνεδρίασις τῆς Βουλῆς ἔλαβε χώραν μονογενὴς καὶ ἐπὶ ἀρκετὰς ὥρας οἱ βουλευταὶ συνεζήτησαν τὰ τῆς ἐπικαίρου καταστάσεως. Ἐπειγόντως προσέβη εἰς τὴν συγκρότησιν τῆς ἐπιτροπῆς. Καὶ ἐμεῖς ἐρωτῶμεν, ποιὰ ὄργανα τῆς κυβερνήσεως ἐπέτυχαν τὰ τοιαῦτα; <box>97 752 275 867</box>
article-text: Μυστικὴ συνεδρίασις τῆς Βουλῆς ἔλαβε χώραν μονογενὴς καὶ ἐπὶ ἀρκετὰς ὥρας οἱ βουλευταὶ συνεζήτησαν τὰ τῆς ἐπικαίρου καταστάσεως. Ἐπειγόντως προσέβη εἰς τὴν συγκρότησιν τῆς ἐπιτροπῆς. Καὶ ἐμεῖς ἐρωτῶμεν, ποιὰ ὄργανα τῆς κυβερνήσεως ἐπέτυχαν τὰ τοιαῦτα; <box>97 506 275 621</box>
article-text: Τὸ Κόμμα τῶν Φιλελευθέρων ἐργάζεται ἐντατικῶς καὶ ὀργανοῦται παντοῦ. Συνιστῶνται ἀλλαχοῦ πολιτικοὶ σύλλογοι ὑπὸ τὴν προεδρίαν τῶν ἐπιφανεστέρων πολιτῶν. <box>1089 912 1345 962</box>
news-subheading: — ΔΙΜΟΧΑΡΗΣ ΕΡΩΣ — <box>1381 451 1529 464</box>
